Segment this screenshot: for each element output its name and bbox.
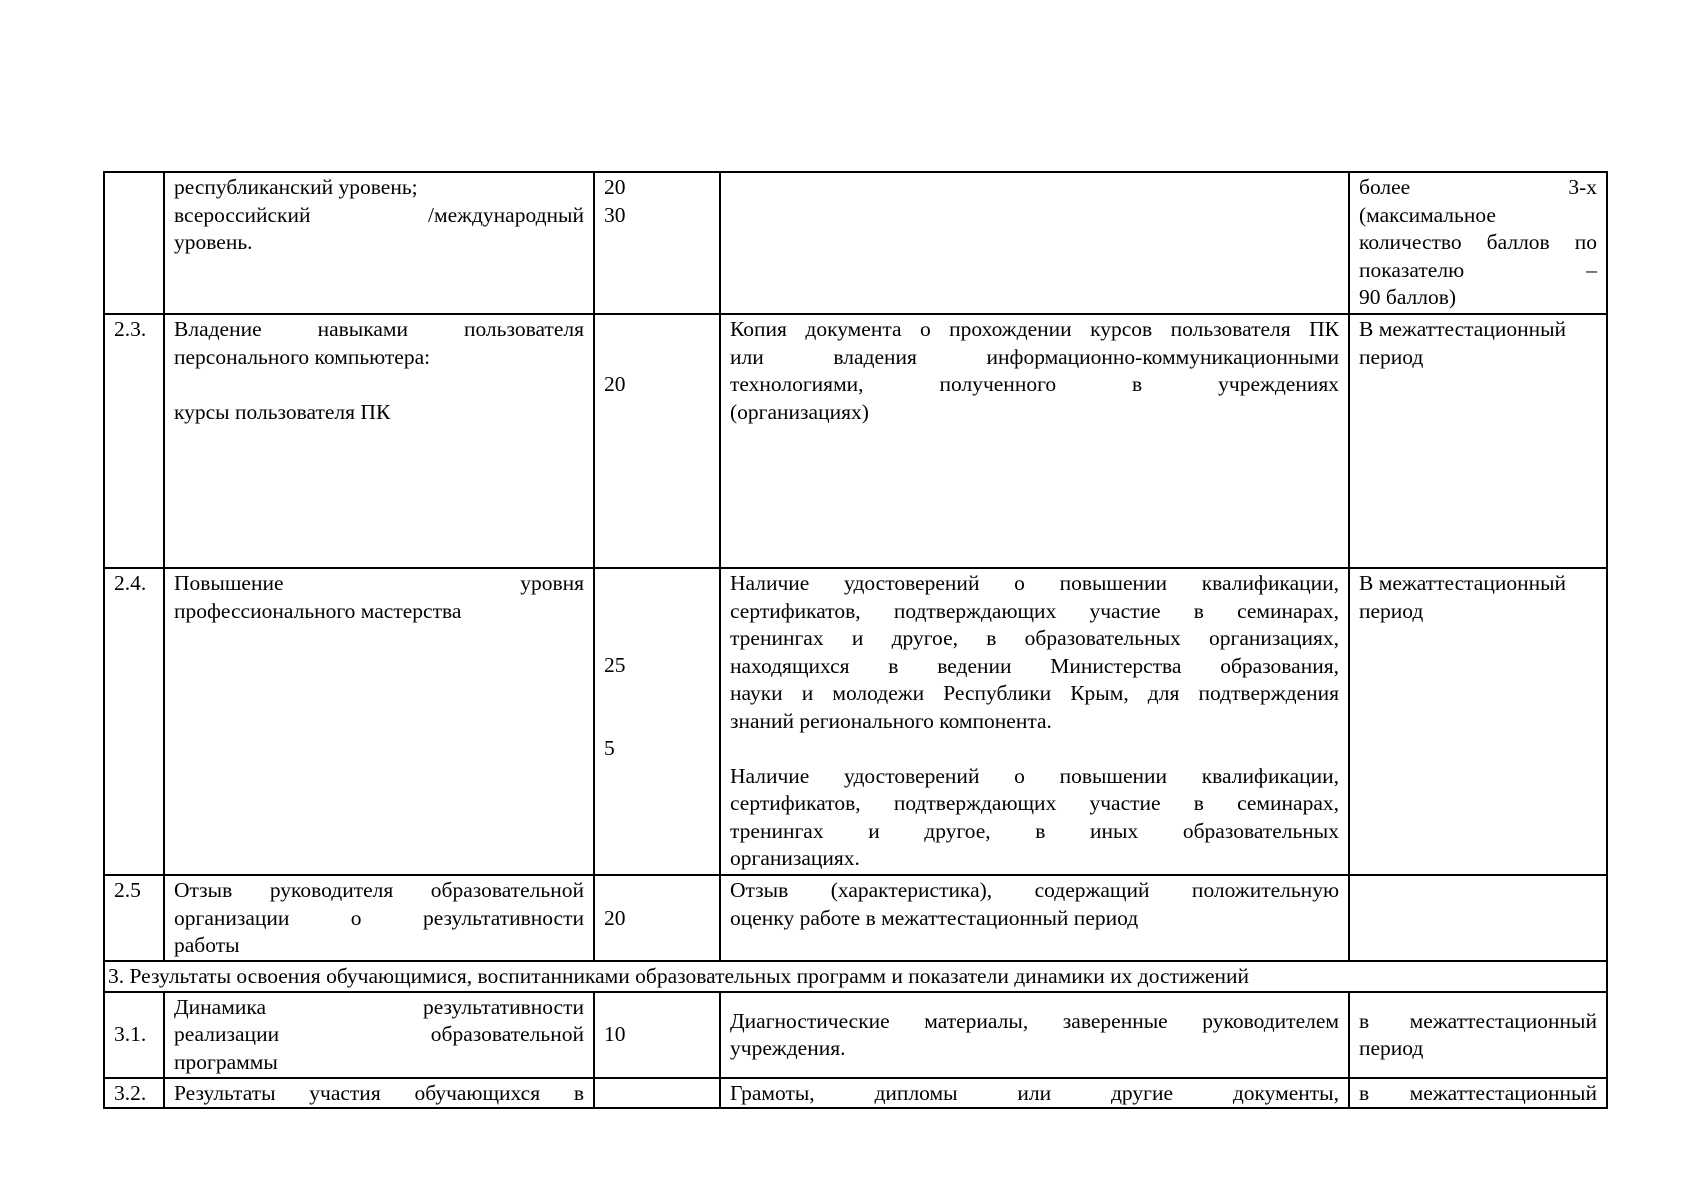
period-line: В межаттестационный [1359,571,1567,595]
section-row [104,961,1607,992]
indicator-line: реализации образовательной [174,1022,584,1046]
spacer [730,735,1339,763]
row-number-cell: 2.5 [104,875,164,961]
indicator-line: работы [174,933,240,957]
table-row [104,314,1607,568]
period-line: период [1359,1036,1424,1060]
document-line: организациях. [730,846,860,870]
document-line: Копия документа о прохождении курсов пользователя ПК [730,317,1339,341]
score-cell [594,875,720,961]
table-row [104,992,1607,1078]
period-cell [1349,1078,1607,1109]
document-line: Наличие удостоверений о повышении квалификации, [730,763,1339,788]
score-cell [594,314,720,568]
document-line: сертификатов, подтверждающих участие в семинарах, [730,791,1339,815]
period-cell [1349,875,1607,961]
row-number-cell: 2.4. [104,568,164,875]
indicator-line: всероссийский /международный [174,202,584,227]
score-value: 25 [604,653,626,677]
score-value: 20 [604,905,626,930]
document-line: тренингах и другое, в образовательных организациях, [730,626,1339,650]
score-value: 10 [604,1022,626,1047]
spacer [604,877,710,905]
score-value: 20 [604,175,626,199]
document-cell [720,1078,1349,1109]
indicator-line: Владение навыками пользователя [174,317,584,341]
document-cell [720,992,1349,1078]
table-row [104,568,1607,875]
score-value: 30 [604,202,626,227]
document-cell [720,875,1349,961]
period-cell [1349,172,1607,314]
document-line: оценку работе в межаттестационный период [730,905,1139,930]
score-cell [594,992,720,1078]
indicator-line: Динамика результативности [174,994,584,1019]
period-cell [1349,314,1607,568]
period-line: более 3-х [1359,175,1597,199]
document-line: Диагностические материалы, заверенные руководителем [730,1008,1339,1033]
period-cell [1349,992,1607,1078]
indicator-sub: курсы пользователя ПК [174,399,391,424]
document-cell [720,172,1349,314]
indicator-line: профессионального мастерства [174,598,462,623]
period-line: 90 баллов) [1359,285,1457,309]
document-line: или владения информационно-коммуникационными [730,344,1339,369]
indicator-cell [164,172,594,314]
indicator-cell [164,1078,594,1109]
indicator-line: Повышение уровня [174,571,584,595]
document-line: тренингах и другое, в иных образовательных [730,818,1339,843]
document-line: технологиями, полученного в учреждениях [730,372,1339,396]
row-number-cell [104,172,164,314]
document-line: науки и молодежи Республики Крым, для подтверждения [730,681,1339,705]
row-number-cell: 2.3. [104,314,164,568]
indicator-line: республиканский уровень; [174,175,418,199]
table-row [104,1078,1607,1109]
table-row [104,172,1607,314]
document-line: находящихся в ведении Министерства образования, [730,653,1339,678]
document-line: Грамоты, дипломы или другие документы, [730,1080,1339,1105]
period-line: количество баллов по [1359,230,1597,254]
document-line: Отзыв (характеристика), содержащий положительную [730,878,1339,902]
period-line: период [1359,344,1424,369]
indicator-cell [164,568,594,875]
indicator-line: уровень. [174,230,253,254]
indicator-line: программы [174,1049,278,1074]
period-line: в межаттестационный [1359,1080,1597,1105]
spacer [604,680,710,735]
period-line: показателю – [1359,257,1597,282]
period-line: в межаттестационный [1359,1008,1597,1033]
indicator-cell [164,314,594,568]
row-number-cell: 3.1. [104,992,164,1078]
indicator-line: Отзыв руководителя образовательной [174,878,584,902]
row-number-cell: 3.2. [104,1078,164,1109]
score-value: 20 [604,372,626,396]
score-cell [594,1078,720,1109]
score-cell [594,568,720,875]
spacer [174,371,584,399]
table-row [104,875,1607,961]
indicator-cell [164,875,594,961]
indicator-cell [164,992,594,1078]
period-line: (максимальное [1359,202,1496,227]
score-cell [594,172,720,314]
spacer [604,316,710,371]
document-line: Наличие удостоверений о повышении квалификации, [730,571,1339,595]
document-line: сертификатов, подтверждающих участие в семинарах, [730,598,1339,623]
indicator-line: персонального компьютера: [174,344,431,369]
score-value: 5 [604,735,615,760]
document-line: знаний регионального компонента. [730,708,1052,733]
indicator-line: организации о результативности [174,905,584,930]
indicator-line: Результаты участия обучающихся в [174,1080,584,1105]
criteria-table [103,171,1608,1109]
document-cell [720,314,1349,568]
period-line: В межаттестационный [1359,317,1567,341]
period-line: период [1359,598,1424,623]
document-line: учреждения. [730,1036,846,1060]
section-heading: 3. Результаты освоения обучающимися, воспитанниками образовательных программ и показатели динамики их достижений [104,961,1607,992]
period-cell [1349,568,1607,875]
spacer [604,570,710,652]
document-line: (организациях) [730,399,869,424]
document-cell [720,568,1349,875]
